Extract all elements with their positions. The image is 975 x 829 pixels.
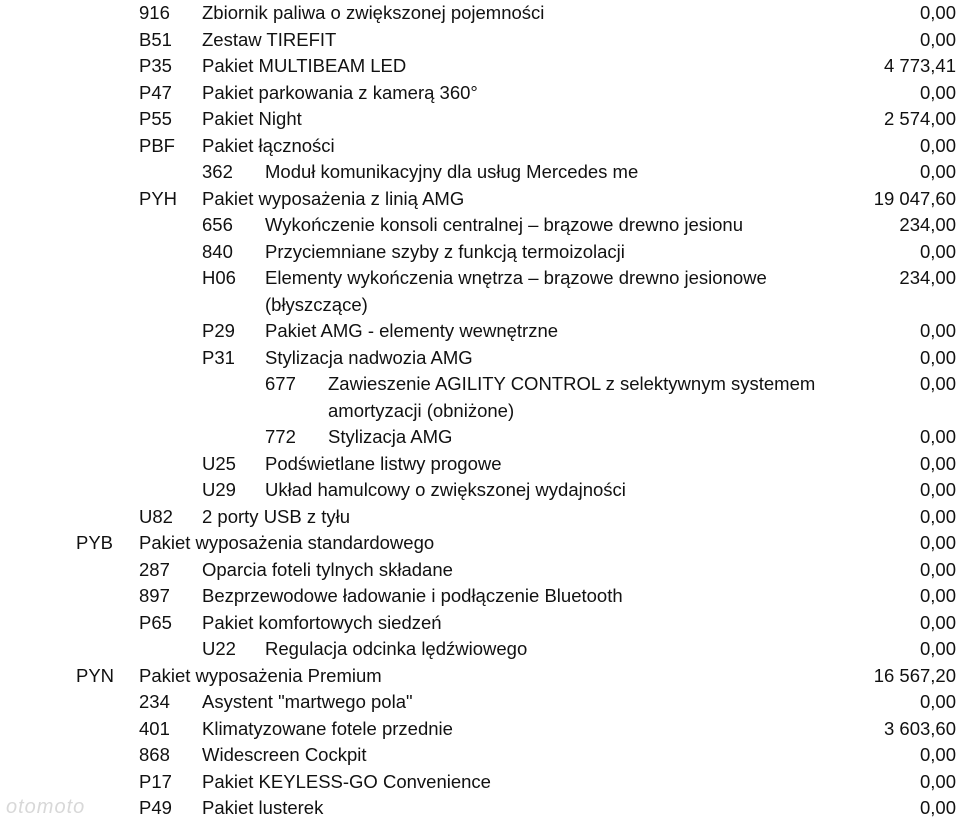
option-price: 0,00 xyxy=(919,532,956,553)
option-price: 0,00 xyxy=(919,28,956,50)
option-description: Stylizacja nadwozia AMG xyxy=(265,346,473,368)
option-code: 868 xyxy=(139,744,170,765)
option-code: P35 xyxy=(139,55,172,76)
list-item xyxy=(0,212,975,239)
list-item xyxy=(0,345,975,372)
list-item xyxy=(0,769,975,796)
option-price: 0,00 xyxy=(919,744,956,765)
option-price: 0,00 xyxy=(919,161,956,182)
list-item xyxy=(0,53,975,80)
option-code: 916 xyxy=(139,2,170,23)
option-code: 656 xyxy=(202,214,233,235)
option-code: P29 xyxy=(202,320,235,341)
list-item xyxy=(0,159,975,186)
option-description: Podświetlane listwy progowe xyxy=(265,452,502,474)
option-price: 2 574,00 xyxy=(883,108,956,129)
option-price: 0,00 xyxy=(919,2,956,23)
option-description: Elementy wykończenia wnętrza – brązowe drewno jesionowe (błyszczące) xyxy=(265,267,767,315)
list-item xyxy=(0,371,975,424)
option-price: 0,00 xyxy=(919,81,956,103)
option-price: 0,00 xyxy=(919,558,956,580)
option-description: Widescreen Cockpit xyxy=(202,744,367,765)
list-item xyxy=(0,186,975,213)
option-code: 840 xyxy=(202,240,233,262)
option-price: 0,00 xyxy=(919,611,956,633)
list-item xyxy=(0,530,975,557)
option-price: 0,00 xyxy=(919,320,956,341)
option-code: P55 xyxy=(139,108,172,129)
option-code: P49 xyxy=(139,797,172,818)
option-code: PYH xyxy=(139,187,178,209)
list-item xyxy=(0,133,975,160)
option-description: Zestaw TIREFIT xyxy=(202,28,337,50)
option-description: Pakiet komfortowych siedzeń xyxy=(202,611,442,633)
option-description: Pakiet wyposażenia z linią AMG xyxy=(202,187,465,209)
option-price: 19 047,60 xyxy=(873,187,956,209)
option-price: 0,00 xyxy=(919,373,956,394)
option-code: P47 xyxy=(139,81,172,103)
option-price: 234,00 xyxy=(899,214,956,235)
list-item xyxy=(0,106,975,133)
list-item xyxy=(0,636,975,663)
option-price: 0,00 xyxy=(919,346,956,368)
option-code: B51 xyxy=(139,28,172,50)
list-item xyxy=(0,424,975,451)
list-item xyxy=(0,504,975,531)
option-price: 234,00 xyxy=(899,267,956,288)
list-item xyxy=(0,689,975,716)
list-item xyxy=(0,239,975,266)
option-description: Pakiet parkowania z kamerą 360° xyxy=(202,81,478,103)
option-code: P31 xyxy=(202,346,235,368)
option-price: 0,00 xyxy=(919,505,956,527)
list-item xyxy=(0,318,975,345)
option-description: Pakiet lusterek xyxy=(202,797,324,818)
list-item xyxy=(0,716,975,743)
option-price: 0,00 xyxy=(919,585,956,606)
option-price: 4 773,41 xyxy=(883,55,956,76)
list-item xyxy=(0,583,975,610)
option-code: 234 xyxy=(139,691,170,712)
option-code: 401 xyxy=(139,717,170,739)
option-description: Przyciemniane szyby z funkcją termoizolacji xyxy=(265,240,625,262)
option-code: U22 xyxy=(202,638,236,659)
option-description: Zbiornik paliwa o zwiększonej pojemności xyxy=(202,2,545,23)
option-price: 0,00 xyxy=(919,240,956,262)
option-code: PYN xyxy=(76,664,115,686)
option-price: 0,00 xyxy=(919,479,956,500)
option-description: Klimatyzowane fotele przednie xyxy=(202,717,453,739)
list-item xyxy=(0,0,975,27)
option-price: 0,00 xyxy=(919,426,956,447)
option-code: 897 xyxy=(139,585,170,606)
option-price: 0,00 xyxy=(919,770,956,792)
list-item xyxy=(0,742,975,769)
option-code: U29 xyxy=(202,479,236,500)
option-price: 16 567,20 xyxy=(873,664,956,686)
option-description: Pakiet MULTIBEAM LED xyxy=(202,55,407,76)
option-description: Zawieszenie AGILITY CONTROL z selektywnym systemem amortyzacji (obniżone) xyxy=(328,373,816,421)
watermark: otomoto xyxy=(6,796,86,818)
option-code: U25 xyxy=(202,452,236,474)
list-item xyxy=(0,795,975,822)
list-item xyxy=(0,663,975,690)
option-code: P17 xyxy=(139,770,172,792)
option-description: Wykończenie konsoli centralnej – brązowe drewno jesionu xyxy=(265,214,744,235)
option-description: Pakiet KEYLESS-GO Convenience xyxy=(202,770,491,792)
option-code: PBF xyxy=(139,134,175,156)
option-code: PYB xyxy=(76,532,114,553)
option-code: H06 xyxy=(202,267,236,288)
option-description: Regulacja odcinka lędźwiowego xyxy=(265,638,528,659)
option-code: U82 xyxy=(139,505,173,527)
option-description: Stylizacja AMG xyxy=(328,426,453,447)
option-code: 677 xyxy=(265,373,296,394)
option-price: 0,00 xyxy=(919,452,956,474)
option-price: 0,00 xyxy=(919,134,956,156)
option-description: Pakiet wyposażenia standardowego xyxy=(139,532,435,553)
option-description: Pakiet łączności xyxy=(202,134,335,156)
list-item xyxy=(0,557,975,584)
option-description: Układ hamulcowy o zwiększonej wydajności xyxy=(265,479,626,500)
option-description: 2 porty USB z tyłu xyxy=(202,505,351,527)
list-item xyxy=(0,451,975,478)
option-description: Pakiet wyposażenia Premium xyxy=(139,664,382,686)
option-price: 0,00 xyxy=(919,691,956,712)
option-price: 0,00 xyxy=(919,797,956,818)
list-item xyxy=(0,80,975,107)
option-code: 287 xyxy=(139,558,170,580)
option-description: Moduł komunikacyjny dla usług Mercedes me xyxy=(265,161,639,182)
option-description: Pakiet AMG - elementy wewnętrzne xyxy=(265,320,559,341)
list-item xyxy=(0,265,975,318)
option-price: 0,00 xyxy=(919,638,956,659)
list-item xyxy=(0,477,975,504)
option-code: 772 xyxy=(265,426,296,447)
option-description: Asystent "martwego pola" xyxy=(202,691,413,712)
option-code: 362 xyxy=(202,161,233,182)
option-description: Bezprzewodowe ładowanie i podłączenie Bluetooth xyxy=(202,585,623,606)
option-code: P65 xyxy=(139,611,172,633)
option-price: 3 603,60 xyxy=(883,717,956,739)
list-item xyxy=(0,27,975,54)
option-description: Pakiet Night xyxy=(202,108,302,129)
option-description: Oparcia foteli tylnych składane xyxy=(202,558,453,580)
list-item xyxy=(0,610,975,637)
